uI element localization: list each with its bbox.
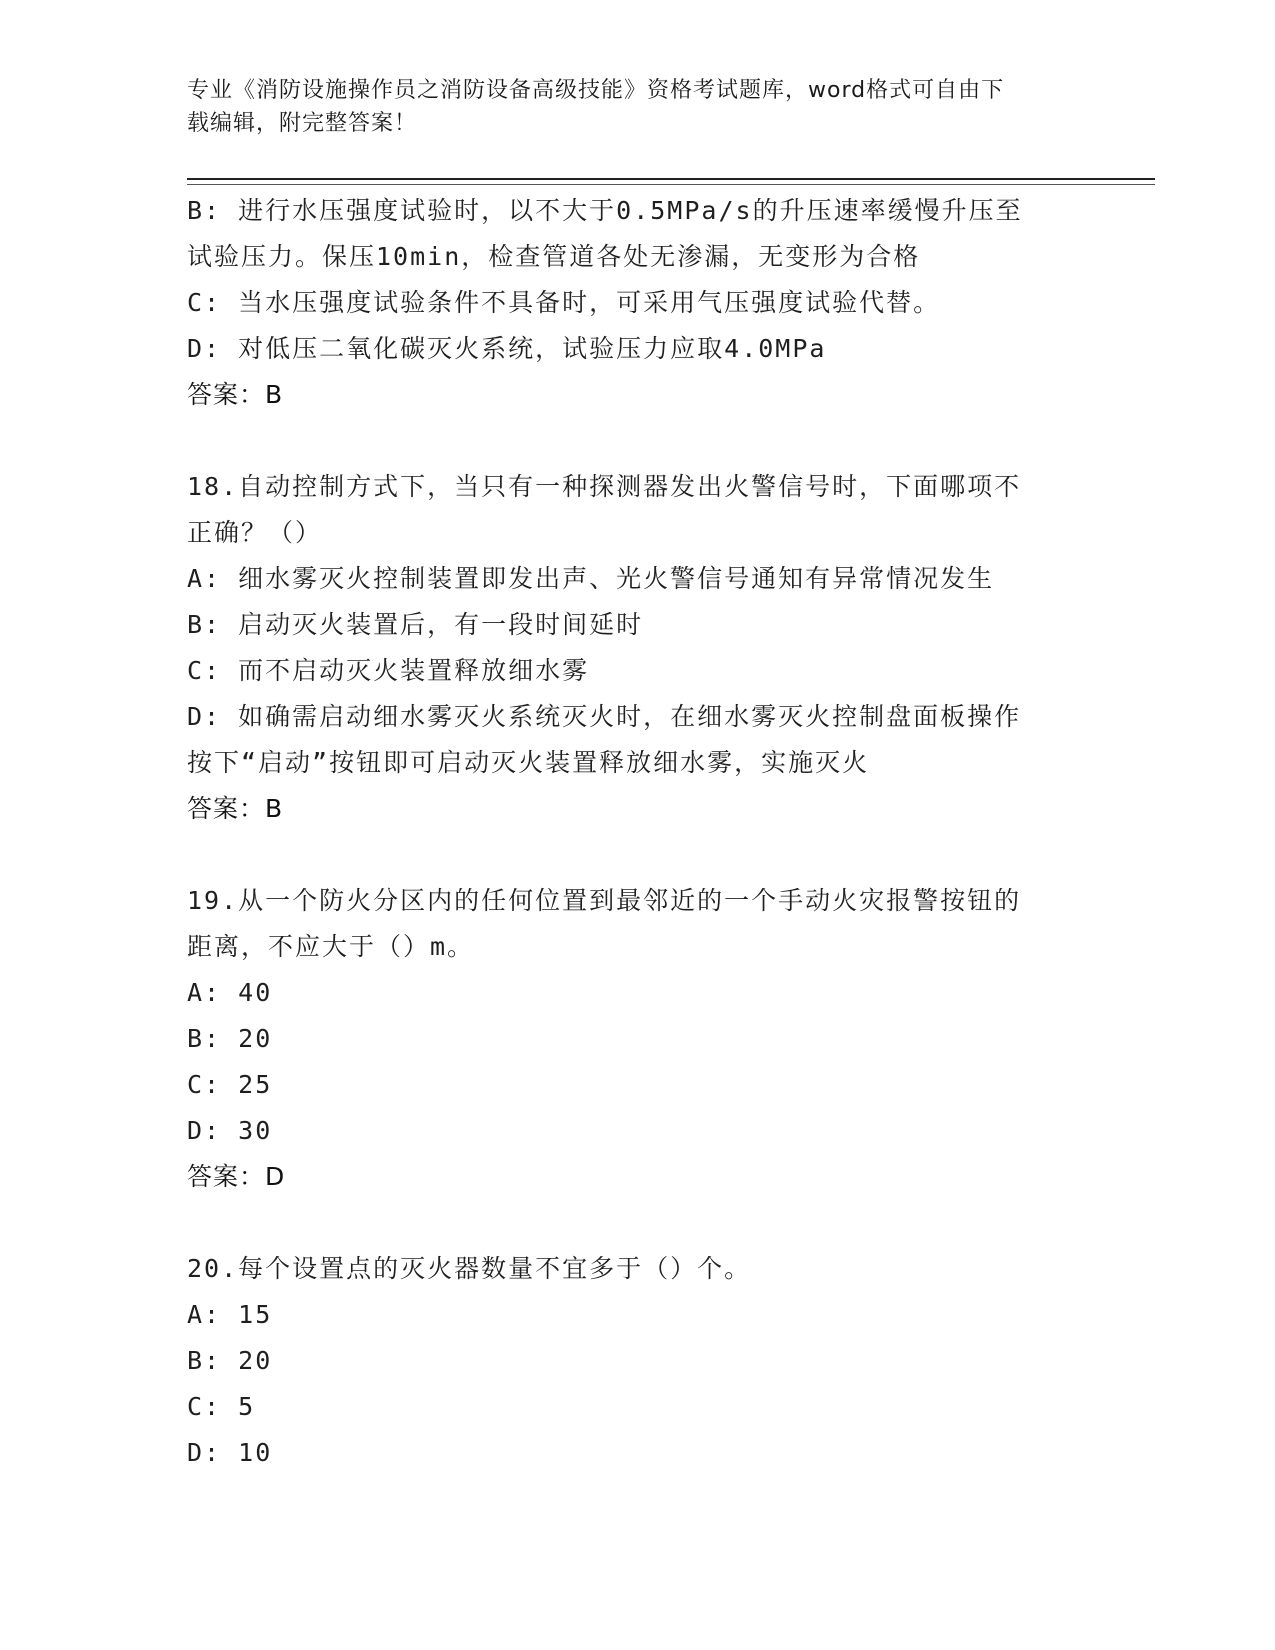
option-a: A: 15 (187, 1300, 273, 1329)
spacer (187, 832, 1087, 878)
option-b: B: 20 (187, 1024, 273, 1053)
option-a: A: 40 (187, 978, 273, 1007)
option-b-line-2: 试验压力。保压10min，检查管道各处无渗漏，无变形为合格 (187, 242, 921, 271)
option-d-line-1: D: 如确需启动细水雾灭火系统灭火时，在细水雾灭火控制盘面板操作 (187, 702, 1022, 731)
header-divider (187, 178, 1155, 180)
question-stem-line-2: 正确？（） (187, 518, 323, 547)
question-stem-line-1: 18.自动控制方式下，当只有一种探测器发出火警信号时，下面哪项不 (187, 472, 1022, 501)
option-c: C: 当水压强度试验条件不具备时，可采用气压强度试验代替。 (187, 288, 941, 317)
header-line-1: 专业《消防设施操作员之消防设备高级技能》资格考试题库，word格式可自由下 (187, 78, 1005, 103)
question-20 (187, 1246, 1087, 1476)
option-d: D: 30 (187, 1116, 273, 1145)
answer: 答案：B (187, 794, 284, 823)
question-stem-line-2: 距离，不应大于（）m。 (187, 932, 475, 961)
option-c: C: 而不启动灭火装置释放细水雾 (187, 656, 590, 685)
option-a: A: 细水雾灭火控制装置即发出声、光火警信号通知有异常情况发生 (187, 564, 995, 593)
option-c: C: 25 (187, 1070, 273, 1099)
document-header (187, 74, 1077, 140)
option-d: D: 对低压二氧化碳灭火系统，试验压力应取4.0MPa (187, 334, 827, 363)
spacer (187, 1200, 1087, 1246)
answer: 答案：D (187, 1162, 286, 1191)
option-b-line-1: B: 进行水压强度试验时，以不大于0.5MPa/s的升压速率缓慢升压至 (187, 196, 1023, 225)
option-b: B: 启动灭火装置后，有一段时间延时 (187, 610, 644, 639)
header-divider-thin (187, 184, 1155, 185)
question-list (187, 188, 1087, 1476)
question-18 (187, 464, 1087, 832)
option-d: D: 10 (187, 1438, 273, 1467)
question-19 (187, 878, 1087, 1200)
option-b: B: 20 (187, 1346, 273, 1375)
question-stem-line-1: 19.从一个防火分区内的任何位置到最邻近的一个手动火灾报警按钮的 (187, 886, 1022, 915)
question-17-partial (187, 188, 1087, 418)
option-d-line-2: 按下“启动”按钮即可启动灭火装置释放细水雾，实施灭火 (187, 748, 870, 777)
answer: 答案：B (187, 380, 284, 409)
header-line-2: 载编辑，附完整答案！ (187, 111, 418, 136)
question-stem: 20.每个设置点的灭火器数量不宜多于（）个。 (187, 1254, 752, 1283)
spacer (187, 418, 1087, 464)
option-c: C: 5 (187, 1392, 256, 1421)
